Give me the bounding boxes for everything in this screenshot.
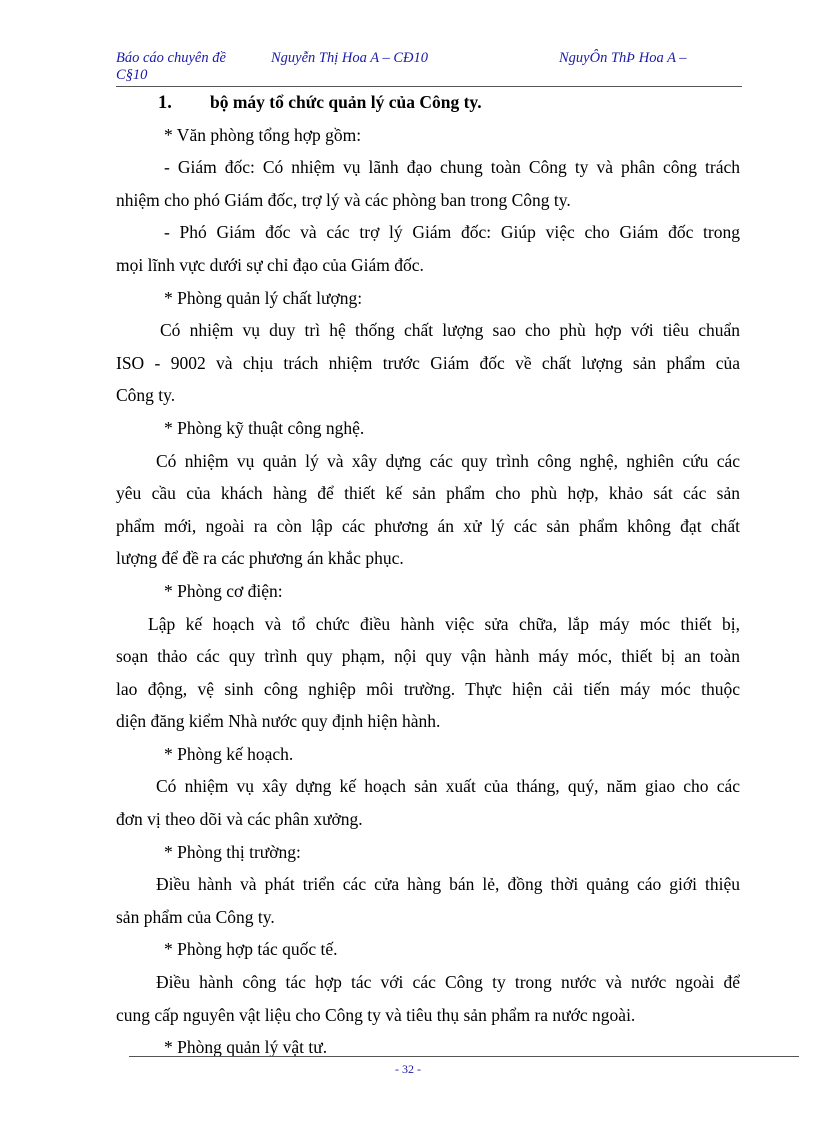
header-author-legacy-encoding: NguyÔn ThÞ Hoa A – (559, 50, 687, 66)
paragraph-line: yêu cầu của khách hàng để thiết kế sản phẩm cho phù hợp, khảo sát các sản (116, 483, 740, 504)
paragraph-line: Có nhiệm vụ quản lý và xây dựng các quy trình công nghệ, nghiên cứu các (156, 450, 740, 471)
paragraph-line: ISO - 9002 và chịu trách nhiệm trước Giám đốc về chất lượng sản phẩm của (116, 352, 740, 373)
page-header (116, 50, 742, 86)
paragraph-line: Lập kế hoạch và tổ chức điều hành việc sửa chữa, lắp máy móc thiết bị, (148, 613, 740, 634)
header-report-title: Báo cáo chuyên đề (116, 50, 226, 66)
paragraph-line: nhiệm cho phó Giám đốc, trợ lý và các phòng ban trong Công ty. (116, 189, 571, 210)
paragraph-line: mọi lĩnh vực dưới sự chỉ đạo của Giám đốc. (116, 254, 424, 275)
paragraph-line: - Phó Giám đốc và các trợ lý Giám đốc: Giúp việc cho Giám đốc trong (164, 222, 740, 243)
subheading-line: * Phòng cơ điện: (164, 580, 283, 601)
paragraph-line: diện đăng kiểm Nhà nước quy định hiện hành. (116, 711, 441, 732)
subheading-line: * Phòng hợp tác quốc tế. (164, 939, 338, 960)
paragraph-line: cung cấp nguyên vật liệu cho Công ty và tiêu thụ sản phẩm ra nước ngoài. (116, 1004, 636, 1025)
paragraph-line: đơn vị theo dõi và các phân xưởng. (116, 809, 363, 830)
paragraph-line: Công ty. (116, 385, 176, 406)
paragraph-line: phẩm mới, ngoài ra còn lập các phương án xử lý các sản phẩm không đạt chất (116, 515, 740, 536)
section-heading (116, 86, 740, 119)
paragraph-line: Có nhiệm vụ xây dựng kế hoạch sản xuất của tháng, quý, năm giao cho các (156, 776, 740, 797)
subheading-line: * Phòng quản lý chất lượng: (164, 287, 363, 308)
subheading-line: * Phòng thị trường: (164, 841, 301, 862)
paragraph-line: Có nhiệm vụ duy trì hệ thống chất lượng sao cho phù hợp với tiêu chuẩn (160, 320, 740, 341)
paragraph-line: sản phẩm của Công ty. (116, 906, 275, 927)
document-body (116, 86, 740, 1064)
subheading-line: * Phòng kế hoạch. (164, 743, 294, 764)
paragraph-line: Điều hành công tác hợp tác với các Công ty trong nước và nước ngoài để (156, 972, 740, 993)
paragraph-line: lượng để đề ra các phương án khắc phục. (116, 548, 404, 569)
paragraph-line: lao động, vệ sinh công nghiệp môi trường. Thực hiện cải tiến máy móc thuộc (116, 678, 740, 699)
footer-divider (129, 1056, 799, 1057)
heading-number: 1. (158, 93, 172, 113)
subheading-line: * Văn phòng tổng hợp gồm: (164, 124, 362, 145)
paragraph-line: Điều hành và phát triển các cửa hàng bán lẻ, đồng thời quảng cáo giới thiệu (156, 874, 740, 895)
paragraph-line: - Giám đốc: Có nhiệm vụ lãnh đạo chung toàn Công ty và phân công trách (164, 157, 740, 178)
subheading-line: * Phòng quản lý vật tư. (164, 1037, 328, 1058)
header-author: Nguyễn Thị Hoa A – CĐ10 (271, 50, 428, 66)
paragraph-line: soạn thảo các quy trình quy phạm, nội quy vận hành máy móc, thiết bị an toàn (116, 646, 740, 667)
page-number: - 32 - (395, 1062, 421, 1076)
header-class-code: C§10 (116, 67, 148, 83)
heading-text: bộ máy tổ chức quản lý của Công ty. (210, 92, 482, 112)
subheading-line: * Phòng kỹ thuật công nghệ. (164, 417, 365, 438)
